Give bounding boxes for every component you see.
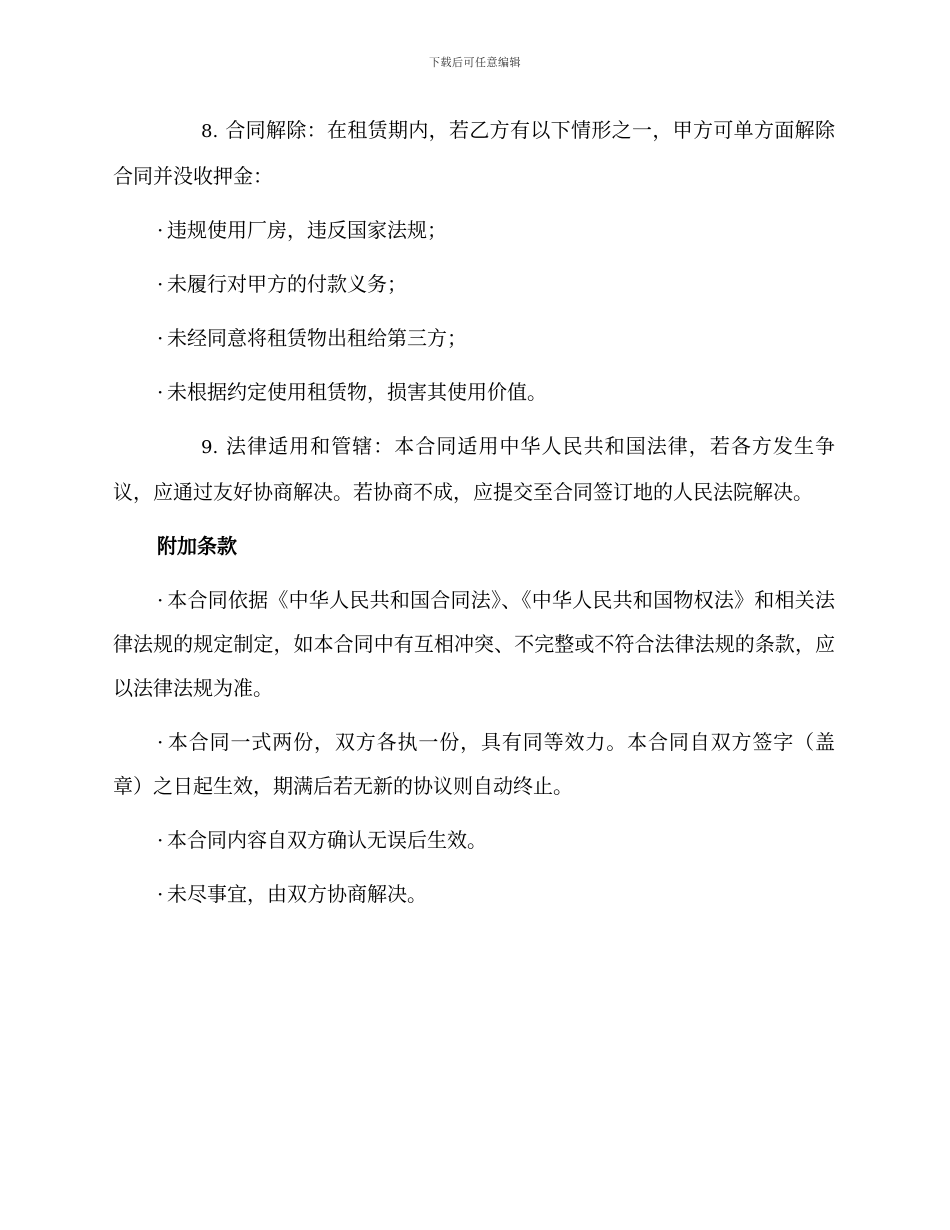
- appendix-title: 附加条款: [157, 534, 237, 558]
- clause-8-item-text: 未履行对甲方的付款义务；: [167, 272, 407, 296]
- appendix-item-text: 本合同内容自双方确认无误后生效。: [167, 828, 487, 852]
- document-body: [113, 108, 835, 926]
- bullet-icon: ·: [157, 326, 164, 350]
- clause-9-text: 法律适用和管辖：本合同适用中华人民共和国法律，若各方发生争议，应通过友好协商解决。若协商不成，应提交至合同签订地的人民法院解决。: [113, 434, 835, 504]
- clause-8-item: [113, 316, 835, 360]
- clause-8: [113, 108, 835, 198]
- bullet-icon: ·: [157, 882, 164, 906]
- clause-8-item: [113, 262, 835, 306]
- appendix-item: [113, 720, 835, 808]
- bullet-icon: ·: [157, 828, 164, 852]
- appendix-item: [113, 872, 835, 916]
- clause-8-item-text: 违规使用厂房，违反国家法规；: [167, 218, 447, 242]
- appendix-item-text: 未尽事宜，由双方协商解决。: [167, 882, 427, 906]
- appendix-item-text: 本合同一式两份，双方各执一份，具有同等效力。本合同自双方签字（盖章）之日起生效，期满后若无新的协议则自动终止。: [113, 730, 835, 798]
- bullet-icon: ·: [157, 380, 164, 404]
- appendix-item-text: 本合同依据《中华人民共和国合同法》、《中华人民共和国物权法》和相关法律法规的规定制定，如本合同中有互相冲突、不完整或不符合法律法规的条款，应以法律法规为准。: [113, 588, 835, 700]
- clause-9: [113, 424, 835, 514]
- clause-8-number: 8.: [201, 121, 219, 142]
- clause-8-item-text: 未根据约定使用租赁物，损害其使用价值。: [167, 380, 547, 404]
- bullet-icon: ·: [157, 272, 164, 296]
- bullet-icon: ·: [157, 218, 164, 242]
- clause-8-text: 合同解除：在租赁期内，若乙方有以下情形之一，甲方可单方面解除合同并没收押金：: [113, 118, 835, 188]
- clause-9-number: 9.: [201, 437, 219, 458]
- bullet-icon: ·: [157, 730, 164, 754]
- clause-8-item: [113, 208, 835, 252]
- appendix-item: [113, 818, 835, 862]
- bullet-icon: ·: [157, 588, 164, 612]
- clause-8-item-text: 未经同意将租赁物出租给第三方；: [167, 326, 467, 350]
- page-header: 下载后可任意编辑: [429, 56, 521, 69]
- appendix-item: [113, 578, 835, 710]
- clause-8-item: [113, 370, 835, 414]
